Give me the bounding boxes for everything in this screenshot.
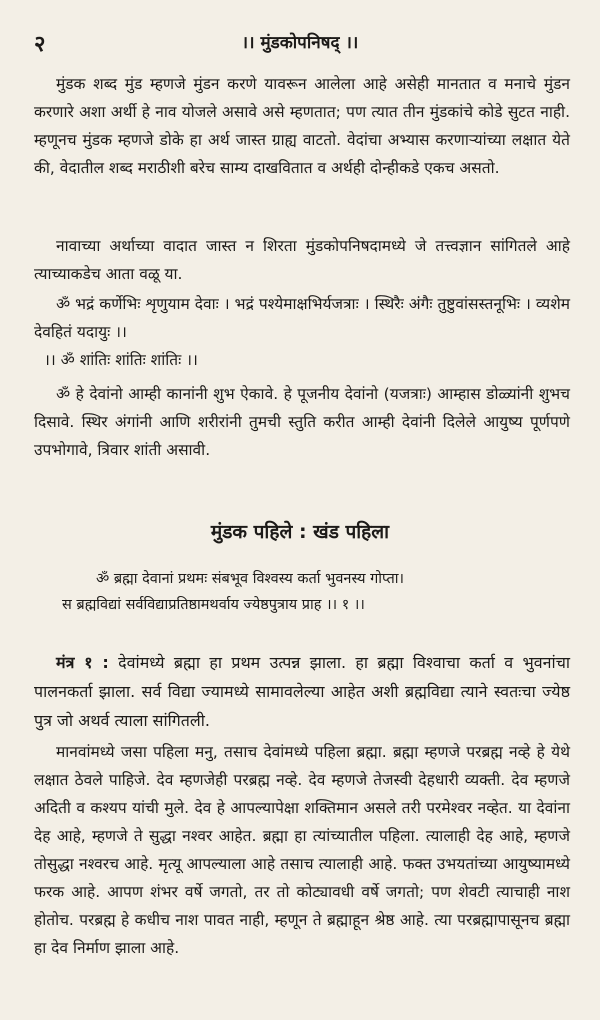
mantra-verse-line-2: स ब्रह्मविद्यां सर्वविद्याप्रतिष्ठामथर्वाय ज्येष्ठपुत्राय प्राह ।। १ ।। (62, 597, 365, 613)
mantra-explanation-text (34, 648, 570, 735)
mantra-verse-line-1: ॐ ब्रह्मा देवानां प्रथमः संबभूव विश्वस्य कर्ता भुवनस्य गोप्ता। (96, 571, 405, 587)
shanti-mantra (34, 346, 570, 374)
section-heading: मुंडक पहिले : खंड पहिला (210, 521, 390, 543)
invocation-verse (34, 290, 570, 346)
commentary-paragraph (34, 738, 570, 962)
shanti-mantra-text: ।। ॐ शांतिः शांतिः शांतिः ।। (44, 351, 198, 369)
invocation-verse-text: ॐ भद्रं कर्णेभिः शृणुयाम देवाः । भद्रं पश्येमाक्षभिर्यजत्राः । स्थिरैः अंगैः तुष्टुवांसस्तनूभिः । व्यशेम देवहितं यदायुः ।। (34, 295, 570, 341)
mantra-label: मंत्र १ : (56, 653, 109, 672)
invocation-translation-text: ॐ हे देवांनो आम्ही कानांनी शुभ ऐकावे. हे पूजनीय देवांनो (यजत्राः) आम्हास डोळ्यांनी शुभच दिसावे. स्थिर अंगांनी आणि शरीरांनी तुमची स्तुति करीत आम्ही देवांनी दिलेले आयुष्य पूर्णपणे उपभोगावे, त्रिवार शांती असावी. (34, 385, 570, 459)
mantra-verse (34, 566, 570, 618)
commentary-paragraph-text: मानवांमध्ये जसा पहिला मनु, तसाच देवांमध्ये पहिला ब्रह्मा. ब्रह्मा म्हणजे परब्रह्म नव्हे हे येथे लक्षात ठेवले पाहिजे. देव म्हणजेही परब्रह्म नव्हे. देव म्हणजे तेजस्वी देहधारी व्यक्ती. देव म्हणजे अदिती व कश्यप यांची मुले. देव हे आपल्यापेक्षा शक्तिमान असले तरी परमेश्वर नव्हेत. या देवांना देह आहे, म्हणजे ते सुद्धा नश्वर आहेत. ब्रह्मा हा त्यांच्यातील पहिला. त्यालाही देह आहे, म्हणजे तोसुद्धा नश्वरच आहे. मृत्यू आपल्याला आहे तसाच त्यालाही आहे. फक्त उभयतांच्या आयुष्यामध्ये फरक आहे. आपण शंभर वर्षे जगतो, तर तो कोट्यावधी वर्षे जगतो; पण शेवटी त्याचाही नाश होतोच. परब्रह्म हे कधीच नाश पावत नाही, म्हणून ते ब्रह्माहून श्रेष्ठ आहे. त्या परब्रह्मापासूनच ब्रह्मा हा देव निर्माण झाला आहे. (34, 743, 570, 957)
mantra-explanation (34, 648, 570, 735)
page-header (0, 28, 600, 58)
intro-paragraph-2-text: नावाच्या अर्थाच्या वादात जास्त न शिरता मुंडकोपनिषदामध्ये जे तत्त्वज्ञान सांगितले आहे त्याच्याकडेच आता वळू या. (34, 237, 570, 283)
intro-paragraph-1-text: मुंडक शब्द मुंड म्हणजे मुंडन करणे यावरून आलेला आहे असेही मानतात व मनाचे मुंडन करणारे अशा अर्थी हे नाव योजले असावे असे म्हणतात; पण त्यात तीन मुंडकांचे कोडे सुटत नाही. म्हणूनच मुंडक म्हणजे डोके हा अर्थ जास्त ग्राह्य वाटतो. वेदांचा अभ्यास करणाऱ्यांच्या लक्षात येते की, वेदातील शब्द मराठीशी बरेच साम्य दाखवितात व अर्थही दोन्हीकडे एकच असतो. (34, 75, 570, 177)
page-number: २ (34, 32, 46, 57)
intro-paragraph-2 (34, 232, 570, 288)
intro-paragraph-1 (34, 70, 570, 182)
mantra-meaning: देवांमध्ये ब्रह्मा हा प्रथम उत्पन्न झाला. हा ब्रह्मा विश्वाचा कर्ता व भुवनांचा पालनकर्ता झाला. सर्व विद्या ज्यामध्ये सामावलेल्या आहेत अशी ब्रह्मविद्या त्याने स्वतःचा ज्येष्ठ पुत्र जो अथर्व त्याला सांगितली. (34, 653, 571, 730)
invocation-translation (34, 380, 570, 464)
running-title: ।। मुंडकोपनिषद् ।। (241, 33, 359, 53)
